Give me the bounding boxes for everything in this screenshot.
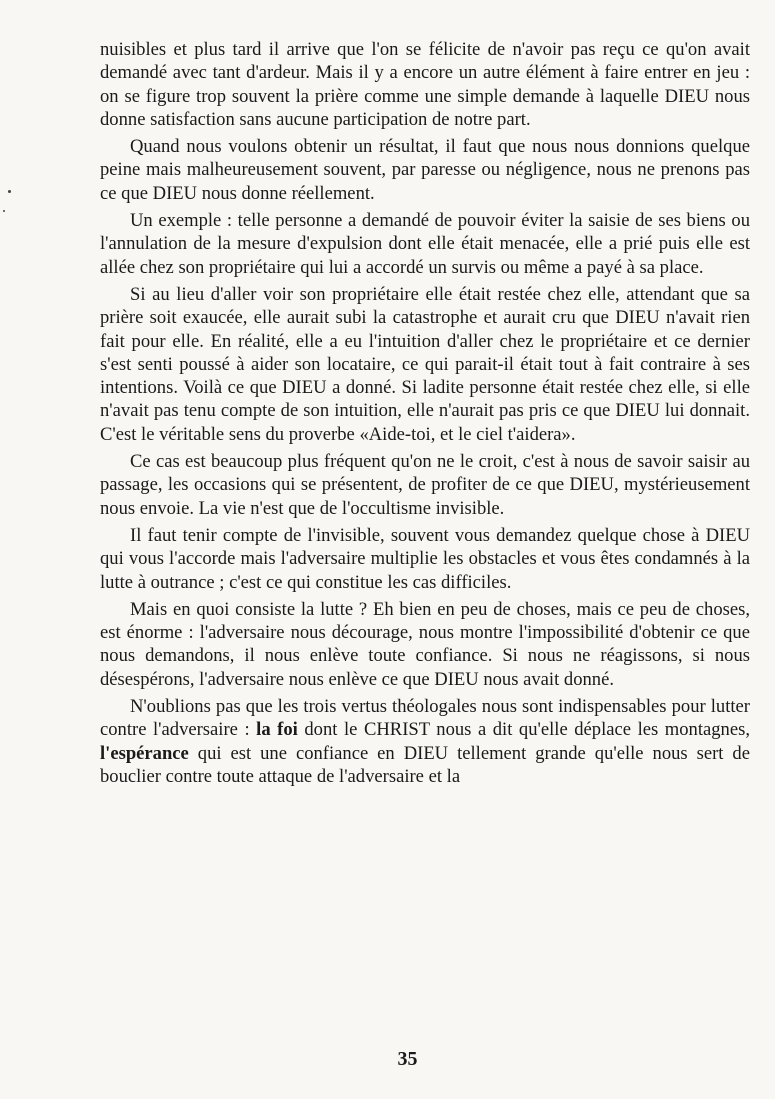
- text-run: Un exemple : telle personne a demandé de pouvoir éviter la saisie de ses biens ou l'annulation de la mesure d'expulsion dont elle était menacée, elle a prié puis elle est allée chez son propriétaire qui lui a accordé un survis ou même a payé à sa place.: [100, 210, 750, 278]
- body-text: [100, 38, 750, 792]
- page-number: 35: [397, 1048, 418, 1070]
- text-run: nuisibles et plus tard il arrive que l'on se félicite de n'avoir pas reçu ce qu'on avait demandé avec tant d'ardeur. Mais il y a encore un autre élément à faire entrer en jeu : on se figure trop souvent la prière comme une simple demande à laquelle DIEU nous donne satisfaction sans aucune participation de notre part.: [100, 39, 750, 130]
- paragraph-5: [100, 450, 750, 520]
- paragraph-3: [100, 209, 750, 279]
- text-run: N'oublions pas que les trois vertus théologales nous sont indispensables pour lutter contre l'adversaire :: [100, 696, 750, 741]
- emphasis-hope: l'espérance: [100, 742, 189, 764]
- text-run: Il faut tenir compte de l'invisible, souvent vous demandez quelque chose à DIEU qui vous l'accorde mais l'adversaire multiplie les obstacles et vous êtes condamnés à la lutte à outrance ; c'est ce qui constitue les cas difficiles.: [100, 524, 750, 593]
- text-run: Ce cas est beaucoup plus fréquent qu'on ne le croit, c'est à nous de savoir saisir au passage, les occasions qui se présentent, de profiter de ce que DIEU, mystérieusement nous envoie. La vie n'est que de l'occultisme invisible.: [100, 451, 750, 519]
- paragraph-4: [100, 283, 750, 446]
- paragraph-6: [100, 524, 750, 594]
- scan-speck: [3, 210, 5, 212]
- scan-speck: [8, 190, 11, 193]
- text-run: Mais en quoi consiste la lutte ? Eh bien en peu de choses, mais ce peu de choses, est énorme : l'adversaire nous décourage, nous montre l'impossibilité d'obtenir ce que nous demandons, il nous enlève toute confiance. Si nous ne réagissons, si nous désespérons, l'adversaire nous enlève ce que DIEU nous avait donné.: [100, 598, 750, 690]
- emphasis-faith: la foi: [256, 719, 298, 741]
- text-run: Quand nous voulons obtenir un résultat, il faut que nous nous donnions quelque peine mais malheureusement souvent, par paresse ou négligence, nous ne prenons pas ce que DIEU nous donne réellement.: [100, 136, 750, 204]
- text-run: qui est une confiance en DIEU tellement grande qu'elle nous sert de bouclier contre toute attaque de l'adversaire et la: [100, 742, 750, 787]
- paragraph-7: [100, 598, 750, 691]
- paragraph-8: [100, 695, 750, 788]
- paragraph-1: [100, 38, 750, 131]
- text-run: Si au lieu d'aller voir son propriétaire elle était restée chez elle, attendant que sa prière soit exaucée, elle aurait subi la catastrophe et aurait cru que DIEU n'avait rien fait pour elle. En réalité, elle a eu l'intuition d'aller chez le propriétaire et ce dernier s'est senti poussé à aider son locataire, ce qui parait-il était tout à fait contraire à ses intentions. Voilà ce que DIEU a donné. Si ladite personne était restée chez elle, si elle n'avait pas tenu compte de son intuition, elle n'aurait pas pris ce que DIEU lui donnait. C'est le véritable sens du proverbe «Aide-toi, et le ciel t'aidera».: [100, 283, 750, 445]
- paragraph-2: [100, 135, 750, 205]
- text-run: dont le CHRIST nous a dit qu'elle déplace les montagnes,: [297, 719, 750, 741]
